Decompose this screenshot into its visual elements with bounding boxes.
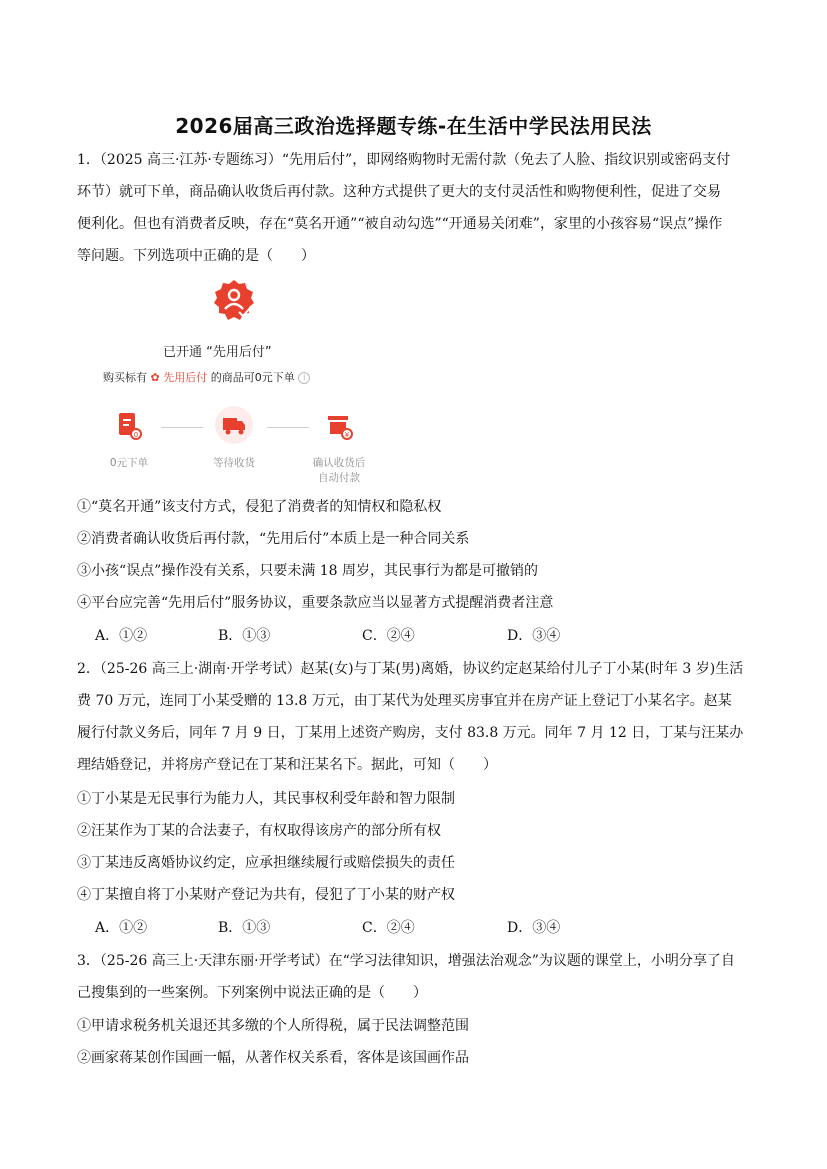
q1-statement: ④平台应完善“先用后付”服务协议，重要条款应当以显著方式提醒消费者注意 (77, 595, 554, 611)
q1-stem-line: 1．（2025 高三·江苏·专题练习）“先用后付”，即网络购物时无需付款（免去了人脸、指纹识别或密码支付 (77, 152, 731, 168)
q1-option-b: B．①③ (218, 628, 271, 644)
user-badge-icon (213, 279, 255, 321)
buy-hint-suffix: 的商品可0元下单 (210, 371, 295, 384)
q2-statement: ②汪某作为丁某的合法妻子，有权取得该房产的部分所有权 (77, 823, 441, 839)
order-receipt-icon (109, 405, 149, 445)
q2-statement: ①丁小某是无民事行为能力人，其民事权利受年龄和智力限制 (77, 791, 455, 807)
pay-later-mark-icon: ✿ (150, 371, 160, 384)
q1-stem-line: 便利化。但也有消费者反映，存在“莫名开通”“被自动勾选”“开通易关闭难”，家里的小孩容易“误点”操作 (77, 216, 723, 232)
q1-statement: ①“莫名开通”该支付方式，侵犯了消费者的知情权和隐私权 (77, 499, 442, 515)
q3-statement: ①甲请求税务机关退还其多缴的个人所得税，属于民法调整范围 (77, 1018, 469, 1034)
q1-stem-line: 等问题。下列选项中正确的是（ ） (77, 248, 315, 264)
q1-option-c: C．②④ (362, 628, 415, 644)
svg-text:¥: ¥ (344, 431, 350, 439)
opened-status-text: 已开通 “先用后付” (163, 345, 272, 360)
q2-statement: ③丁某违反离婚协议约定，应承担继续履行或赔偿损失的责任 (77, 855, 455, 871)
q3-stem-line: 己搜集到的一些案例。下列案例中说法正确的是（ ） (77, 985, 427, 1001)
q1-stem-line: 环节）就可下单，商品确认收货后再付款。这种方式提供了更大的支付灵活性和购物便利性，促进了交易 (77, 184, 721, 200)
buy-hint-text (103, 369, 310, 385)
q2-option-a: A．①② (95, 920, 148, 936)
q1-statement: ③小孩“误点”操作没有关系，只要未满 18 周岁，其民事行为都是可撤销的 (77, 563, 539, 579)
document-title: 2026届高三政治选择题专练-在生活中学民法用民法 (175, 114, 652, 138)
q2-statement: ④丁某擅自将丁小某财产登记为共有，侵犯了丁小某的财产权 (77, 887, 455, 903)
q2-stem-line: 费 70 万元，连同丁小某受赠的 13.8 万元，由丁某代为处理买房事宜并在房产证上登记丁小某名字。赵某 (77, 693, 732, 709)
q2-option-b: B．①③ (218, 920, 271, 936)
step-connector (267, 427, 309, 428)
info-icon: i (298, 372, 310, 384)
q1-statement: ②消费者确认收货后再付款，“先用后付”本质上是一种合同关系 (77, 531, 470, 547)
q3-stem-line: 3．（25-26 高三上·天津东丽·开学考试）在“学习法律知识，增强法治观念”为议题的课堂上，小明分享了自 (77, 953, 735, 969)
step-connector (161, 427, 203, 428)
q2-option-c: C．②④ (362, 920, 415, 936)
buy-hint-highlight: 先用后付 (163, 371, 208, 384)
buy-hint-prefix: 购买标有 (103, 371, 147, 384)
delivery-truck-icon (214, 405, 254, 445)
step-label-order: 0元下单 (109, 457, 149, 469)
q2-stem-line: 理结婚登记，并将房产登记在丁某和汪某名下。据此，可知（ ） (77, 757, 497, 773)
q2-stem-line: 2．（25-26 高三上·湖南·开学考试）赵某(女)与丁某(男)离婚，协议约定赵某给付儿子丁小某(时年 3 岁)生活 (77, 661, 744, 677)
q2-option-d: D．③④ (507, 920, 561, 936)
q2-stem-line: 履行付款义务后，同年 7 月 9 日，丁某用上述资产购房，支付 83.8 万元。同年 7 月 12 日，丁某与汪某办 (77, 725, 744, 741)
step-label-confirm: 确认收货后 (312, 457, 366, 469)
step-label-autopay: 自动付款 (318, 472, 360, 484)
step-label-wait: 等待收货 (213, 457, 255, 469)
q3-statement: ②画家蒋某创作国画一幅，从著作权关系看，客体是该国画作品 (77, 1050, 469, 1066)
q1-figure-pay-later (95, 275, 395, 490)
svg-text:0: 0 (133, 431, 139, 439)
q1-option-d: D．③④ (507, 628, 561, 644)
confirm-pay-icon (319, 405, 359, 445)
q1-option-a: A．①② (95, 628, 148, 644)
